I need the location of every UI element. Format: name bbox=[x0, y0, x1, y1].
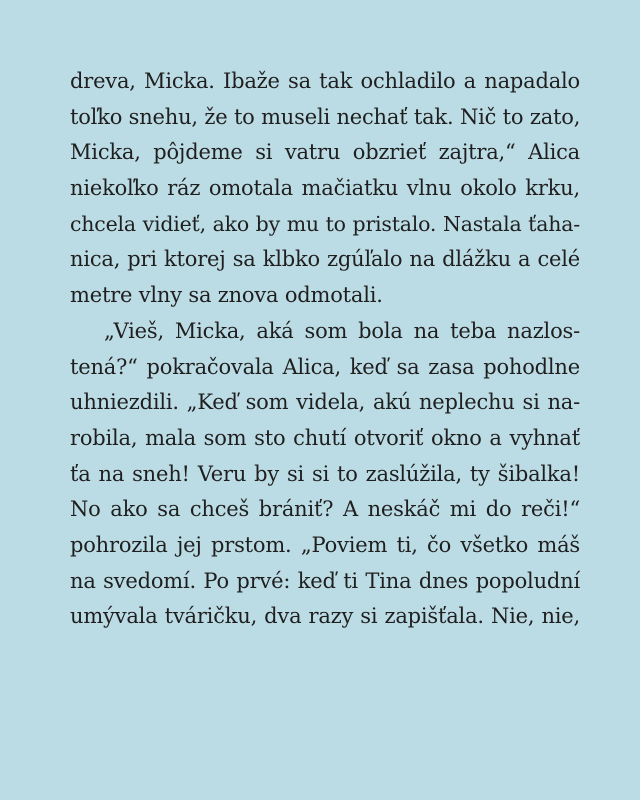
text-line: chcela vidieť, ako by mu to pristalo. Nastala ťaha- bbox=[70, 211, 580, 236]
text-line: toľko snehu, že to museli nechať tak. Nič to zato, bbox=[70, 104, 581, 129]
text-line: nica, pri ktorej sa klbko zgúľalo na dlážku a celé bbox=[70, 247, 580, 272]
text-line-paragraph-start: „Vieš, Micka, aká som bola na teba nazlos- bbox=[104, 318, 580, 343]
text-line: dreva, Micka. Ibaže sa tak ochladilo a napadalo bbox=[70, 69, 580, 93]
text-line: na svedomí. Po prvé: keď ti Tina dnes popoludní bbox=[70, 568, 580, 593]
text-line: robila, mala som sto chutí otvoriť okno a vyhnať bbox=[70, 425, 580, 450]
text-line: pohrozila jej prstom. „Poviem ti, čo všetko máš bbox=[70, 532, 580, 557]
text-line: niekoľko ráz omotala mačiatku vlnu okolo krku, bbox=[70, 176, 580, 201]
text-line: No ako sa chceš brániť? A neskáč mi do reči!“ bbox=[70, 497, 580, 522]
text-line: Micka, pôjdeme si vatru obzrieť zajtra,“ Alica bbox=[70, 140, 580, 165]
text-line: umývala tváričku, dva razy si zapišťala. Nie, nie, bbox=[70, 604, 580, 629]
text-line: ťa na sneh! Veru by si si to zaslúžila, ty šibalka! bbox=[70, 461, 580, 486]
body-text bbox=[70, 64, 580, 635]
text-line-paragraph-end: metre vlny sa znova odmotali. bbox=[70, 283, 383, 308]
text-line: tená?“ pokračovala Alica, keď sa zasa pohodlne bbox=[70, 354, 580, 379]
text-line: uhniezdili. „Keď som videla, akú neplechu si na- bbox=[70, 390, 580, 415]
